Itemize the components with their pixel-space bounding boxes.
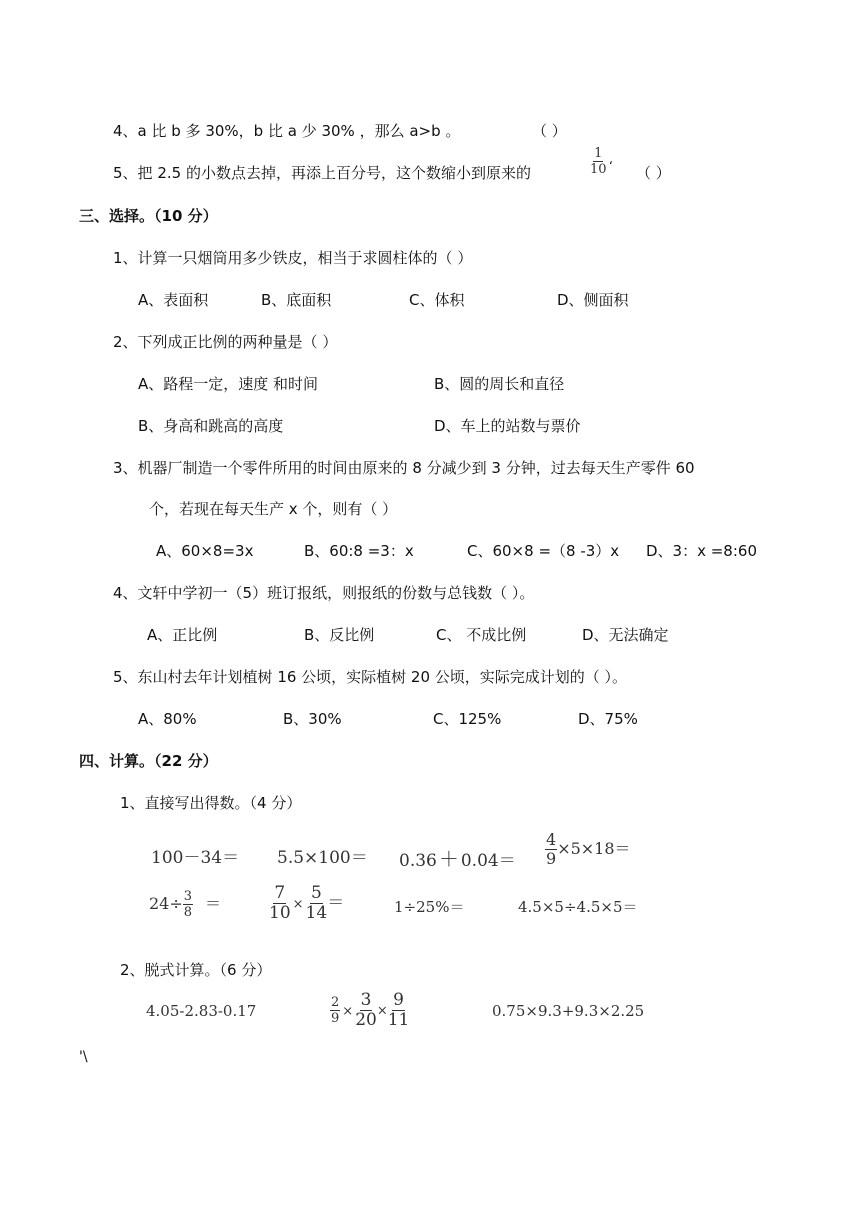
plus-sign: ＋ xyxy=(438,847,459,871)
fraction-numerator: 7 xyxy=(274,883,286,903)
choice-q3-option-b[interactable]: B、60:8 =3：x xyxy=(304,542,414,560)
choice-q2-option-b[interactable]: B、圆的周长和直径 xyxy=(434,375,565,393)
judge-q5-number: 5、 xyxy=(113,164,138,182)
calc-stepwise-2 xyxy=(330,992,409,1029)
judge-q5-text: 把 2.5 的小数点去掉，再添上百分号，这个数缩小到原来的 xyxy=(137,164,531,182)
fraction-denominator: 11 xyxy=(387,1010,410,1030)
fraction-denominator: 14 xyxy=(305,903,328,923)
calc-expr-1: 100－34＝ xyxy=(151,848,240,868)
choice-q1-option-b[interactable]: B、底面积 xyxy=(261,291,332,309)
calc-expr-6-post: ＝ xyxy=(327,893,345,913)
choice-q4-option-d[interactable]: D、无法确定 xyxy=(582,626,669,644)
choice-q4-option-a[interactable]: A、正比例 xyxy=(147,626,218,644)
section-heading-calculation: 四、计算。（22 分） xyxy=(79,752,218,770)
calc-stepwise-1: 4.05-2.83-0.17 xyxy=(146,1002,257,1020)
choice-q5-option-c[interactable]: C、125% xyxy=(433,710,502,728)
times-sign: × xyxy=(342,1003,354,1019)
calc-stepwise-3: 0.75×9.3+9.3×2.25 xyxy=(492,1002,645,1020)
choice-q3-text-line2: 个，若现在每天生产 x 个，则有（ ） xyxy=(149,500,398,518)
fraction-numerator: 4 xyxy=(546,830,557,849)
calc-expr-7: 1÷25%＝ xyxy=(394,898,465,916)
choice-q4-text: 4、文轩中学初一（5）班订报纸，则报纸的份数与总钱数（ ）。 xyxy=(113,584,535,602)
fraction-denominator: 20 xyxy=(355,1010,377,1030)
fraction-denominator: 9 xyxy=(331,1011,340,1026)
fraction-numerator: 1 xyxy=(594,146,603,161)
judge-q4-answer-paren[interactable]: （ ） xyxy=(532,122,567,140)
choice-q3-option-a[interactable]: A、60×8=3x xyxy=(156,542,254,560)
calc-expr-2: 5.5×100＝ xyxy=(277,848,368,868)
judge-q5 xyxy=(113,163,531,183)
choice-q3-option-d[interactable]: D、3：x =8:60 xyxy=(646,542,757,560)
calc-expr-5 xyxy=(149,890,221,919)
choice-q3-option-c[interactable]: C、60×8 =（8 -3）x xyxy=(467,542,620,560)
choice-q1-option-d[interactable]: D、侧面积 xyxy=(557,291,629,309)
choice-q2-option-d[interactable]: D、车上的站数与票价 xyxy=(434,417,581,435)
judge-q5-fraction xyxy=(590,147,607,176)
choice-q4-option-b[interactable]: B、反比例 xyxy=(304,626,375,644)
choice-q1-option-c[interactable]: C、体积 xyxy=(409,291,465,309)
fraction-denominator: 9 xyxy=(546,849,557,868)
calc-expr-5-post: ＝ xyxy=(205,894,222,913)
judge-q5-tick: ‘ xyxy=(609,159,613,173)
calc-sub-stepwise: 2、脱式计算。（6 分） xyxy=(120,961,272,979)
fraction-denominator: 10 xyxy=(269,903,291,923)
judge-q4 xyxy=(113,121,460,141)
calc-expr-4-rest: ×5×18＝ xyxy=(557,839,631,858)
times-sign: × xyxy=(376,1003,388,1019)
fraction-numerator: 5 xyxy=(310,883,322,903)
calc-sub-direct: 1、直接写出得数。（4 分） xyxy=(120,794,302,812)
calc-expr-5-pre: 24÷ xyxy=(149,894,183,913)
fraction-denominator: 10 xyxy=(590,162,607,177)
calc-expr-8: 4.5×5÷4.5×5＝ xyxy=(518,898,638,916)
stray-mark: '\ xyxy=(79,1049,88,1065)
choice-q2-option-c[interactable]: B、身高和跳高的高度 xyxy=(138,417,284,435)
choice-q1-text: 1、计算一只烟筒用多少铁皮，相当于求圆柱体的（ ） xyxy=(113,249,473,267)
choice-q4-option-c[interactable]: C、 不成比例 xyxy=(436,626,527,644)
judge-q4-text: a 比 b 多 30%，b 比 a 少 30% ，那么 a>b 。 xyxy=(137,122,461,140)
times-sign: × xyxy=(292,897,304,912)
fraction-denominator: 8 xyxy=(183,905,193,920)
choice-q2-option-a[interactable]: A、路程一定，速度 和时间 xyxy=(138,375,319,393)
choice-q5-text: 5、东山村去年计划植树 16 公顷，实际植树 20 公顷，实际完成计划的（ ）。 xyxy=(113,668,628,686)
choice-q5-option-b[interactable]: B、30% xyxy=(283,710,342,728)
calc-expr-3-b: 0.04＝ xyxy=(460,851,516,871)
choice-q3-text-line1: 3、机器厂制造一个零件所用的时间由原来的 8 分减少到 3 分钟，过去每天生产零件 60 xyxy=(113,459,695,477)
calc-expr-4 xyxy=(545,832,631,867)
judge-q5-answer-paren[interactable]: （ ） xyxy=(636,164,671,182)
calc-expr-3 xyxy=(399,843,516,872)
fraction-numerator: 9 xyxy=(393,990,404,1010)
calc-expr-3-a: 0.36 xyxy=(399,851,437,871)
fraction-numerator: 3 xyxy=(360,990,372,1010)
choice-q5-option-a[interactable]: A、80% xyxy=(138,710,197,728)
judge-q4-number: 4、 xyxy=(113,122,138,140)
calc-expr-6 xyxy=(269,885,344,922)
fraction-numerator: 3 xyxy=(183,889,193,904)
choice-q2-text: 2、下列成正比例的两种量是（ ） xyxy=(113,333,338,351)
choice-q5-option-d[interactable]: D、75% xyxy=(578,710,638,728)
fraction-numerator: 2 xyxy=(331,995,340,1010)
choice-q1-option-a[interactable]: A、表面积 xyxy=(138,291,209,309)
section-heading-choice: 三、选择。（10 分） xyxy=(79,207,218,225)
